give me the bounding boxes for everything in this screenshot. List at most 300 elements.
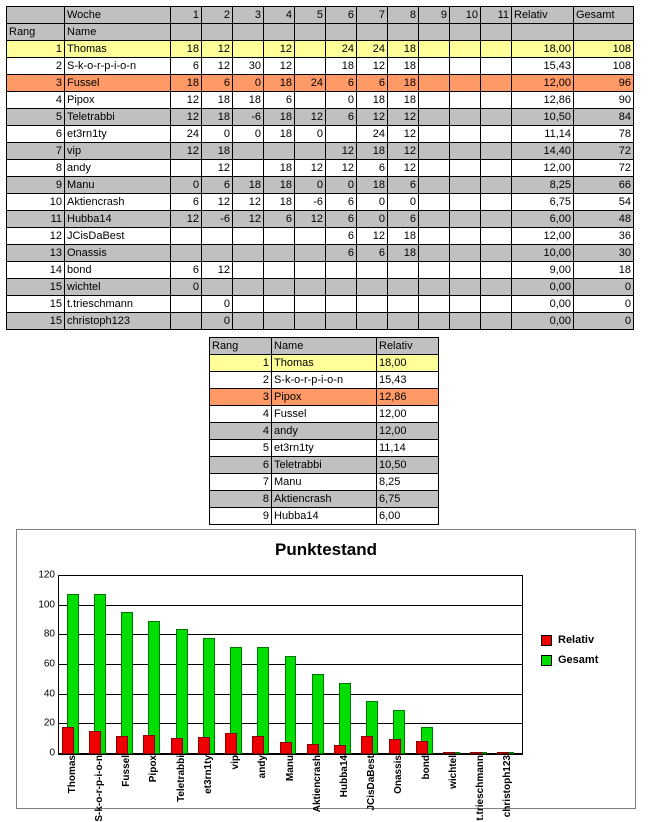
chart-x-tick-label: Manu: [284, 755, 296, 782]
table-cell: 4: [210, 423, 272, 440]
chart-bar-group: [386, 576, 413, 754]
table-cell: andy: [65, 160, 171, 177]
table-cell: 15: [7, 313, 65, 330]
table-row: [7, 41, 634, 58]
table-cell: 10: [7, 194, 65, 211]
table-cell: Thomas: [272, 355, 377, 372]
table-cell: 0: [326, 92, 357, 109]
table-cell: [481, 228, 512, 245]
table-cell: [419, 211, 450, 228]
table-cell: [171, 160, 202, 177]
column-header: Name: [65, 24, 171, 41]
table-cell: 7: [210, 474, 272, 491]
table-cell: 30: [574, 245, 634, 262]
table-cell: [481, 194, 512, 211]
table-cell: 18: [264, 177, 295, 194]
table-cell: 96: [574, 75, 634, 92]
column-header: 11: [481, 7, 512, 24]
table-cell: [450, 279, 481, 296]
table-cell: 9: [210, 508, 272, 525]
table-cell: [171, 296, 202, 313]
table-cell: 6,75: [377, 491, 439, 508]
column-header: [326, 24, 357, 41]
table-cell: et3rn1ty: [272, 440, 377, 457]
chart-bar-group: [59, 576, 86, 754]
table-row: [7, 126, 634, 143]
table-cell: 12: [202, 194, 233, 211]
column-header: Relativ: [512, 7, 574, 24]
chart-bar-group: [168, 576, 195, 754]
chart-bar-group: [359, 576, 386, 754]
column-header: Gesamt: [574, 7, 634, 24]
table-cell: 48: [574, 211, 634, 228]
table-cell: [419, 92, 450, 109]
table-cell: Thomas: [65, 41, 171, 58]
table-row: [7, 92, 634, 109]
table-cell: [419, 228, 450, 245]
table-cell: [295, 143, 326, 160]
table-cell: 1: [7, 41, 65, 58]
chart-x-tick-label: et3rn1ty: [202, 755, 214, 794]
table-cell: 6: [326, 194, 357, 211]
column-header: [574, 24, 634, 41]
table-cell: [450, 194, 481, 211]
chart-x-tick-label: Pipox: [148, 755, 160, 783]
table-cell: 10,50: [377, 457, 439, 474]
column-header: 9: [419, 7, 450, 24]
table-row: [7, 279, 634, 296]
table-cell: 4: [7, 92, 65, 109]
table-cell: 6: [264, 92, 295, 109]
table-cell: 12: [295, 160, 326, 177]
table-cell: 18: [574, 262, 634, 279]
table-cell: 90: [574, 92, 634, 109]
table-cell: [481, 143, 512, 160]
table-cell: 12: [357, 58, 388, 75]
table-cell: Aktiencrash: [65, 194, 171, 211]
column-header: Rang: [210, 338, 272, 355]
table-cell: 15: [7, 279, 65, 296]
chart-bar-gesamt: [312, 674, 324, 754]
table-cell: 11,14: [377, 440, 439, 457]
table-cell: 14,40: [512, 143, 574, 160]
chart-bar-relativ: [334, 745, 346, 754]
column-header: [7, 7, 65, 24]
table-cell: 0: [574, 296, 634, 313]
table-cell: 6: [388, 177, 419, 194]
chart-bar-relativ: [171, 738, 183, 754]
table-cell: Hubba14: [65, 211, 171, 228]
legend-swatch-gesamt: [541, 655, 552, 666]
table-cell: 12,00: [377, 423, 439, 440]
table-cell: [233, 160, 264, 177]
table-cell: 8: [210, 491, 272, 508]
table-cell: 54: [574, 194, 634, 211]
table-cell: [233, 262, 264, 279]
table-cell: 18: [388, 245, 419, 262]
table-row: [7, 245, 634, 262]
table-cell: [264, 296, 295, 313]
table-cell: 12,00: [512, 160, 574, 177]
table-cell: Manu: [65, 177, 171, 194]
table-cell: [481, 160, 512, 177]
chart-bar-gesamt: [121, 612, 133, 754]
table-cell: [481, 245, 512, 262]
table-cell: [481, 126, 512, 143]
chart-bar-relativ: [443, 752, 455, 754]
table-cell: 0: [171, 279, 202, 296]
column-header: [481, 24, 512, 41]
table-cell: 12: [7, 228, 65, 245]
table-cell: 78: [574, 126, 634, 143]
chart-y-tick-label: 40: [43, 688, 55, 700]
table-cell: [419, 262, 450, 279]
table-cell: [295, 58, 326, 75]
table-cell: [450, 313, 481, 330]
chart-bar-relativ: [497, 752, 509, 754]
table-cell: 8: [7, 160, 65, 177]
chart-bar-relativ: [143, 735, 155, 754]
table-cell: 0,00: [512, 313, 574, 330]
column-header: 7: [357, 7, 388, 24]
table-cell: 0: [295, 177, 326, 194]
table-cell: 0: [202, 313, 233, 330]
table-cell: 12,00: [377, 406, 439, 423]
table-cell: Teletrabbi: [65, 109, 171, 126]
chart-x-tick-label: Aktiencrash: [311, 755, 323, 813]
table-cell: 18: [388, 58, 419, 75]
table-cell: [419, 41, 450, 58]
table-cell: 72: [574, 160, 634, 177]
table-cell: 12: [202, 58, 233, 75]
chart-bar-group: [440, 576, 467, 754]
table-cell: 12: [171, 211, 202, 228]
table-cell: [264, 245, 295, 262]
table-cell: 6: [357, 160, 388, 177]
table-header-row: [7, 24, 634, 41]
table-cell: Aktiencrash: [272, 491, 377, 508]
table-cell: [419, 279, 450, 296]
table-cell: [388, 313, 419, 330]
chart-x-tick-label: vip: [230, 755, 242, 770]
table-cell: 18: [264, 75, 295, 92]
table-cell: 6: [171, 262, 202, 279]
table-cell: 0: [574, 279, 634, 296]
table-cell: 18: [171, 75, 202, 92]
table-cell: 0: [295, 126, 326, 143]
table-cell: [233, 245, 264, 262]
table-cell: 18: [233, 92, 264, 109]
table-cell: [202, 228, 233, 245]
chart-bar-gesamt: [94, 594, 106, 754]
table-cell: 12,86: [512, 92, 574, 109]
chart-bar-relativ: [470, 752, 482, 754]
chart-bar-relativ: [307, 744, 319, 754]
table-cell: [419, 245, 450, 262]
table-cell: 5: [210, 440, 272, 457]
table-row: [7, 211, 634, 228]
table-cell: 0: [202, 126, 233, 143]
legend-item-gesamt: [541, 654, 598, 666]
table-cell: -6: [233, 109, 264, 126]
table-cell: [450, 245, 481, 262]
table-cell: Teletrabbi: [272, 457, 377, 474]
table-cell: [481, 262, 512, 279]
column-header: 5: [295, 7, 326, 24]
table-cell: 15,43: [377, 372, 439, 389]
chart-x-tick-label: Teletrabbi: [175, 755, 187, 803]
column-header: 3: [233, 7, 264, 24]
table-cell: [419, 160, 450, 177]
table-cell: 12: [202, 160, 233, 177]
table-cell: 12: [171, 109, 202, 126]
table-cell: 12: [171, 143, 202, 160]
table-cell: [357, 313, 388, 330]
table-cell: 18: [388, 228, 419, 245]
table-cell: [202, 279, 233, 296]
table-cell: 6,75: [512, 194, 574, 211]
table-cell: 0: [326, 177, 357, 194]
chart-bar-relativ: [416, 741, 428, 754]
chart-y-tick-label: 80: [43, 628, 55, 640]
column-header: [233, 24, 264, 41]
table-cell: [481, 109, 512, 126]
table-cell: 0: [233, 75, 264, 92]
table-cell: [419, 313, 450, 330]
table-row: [7, 109, 634, 126]
table-cell: [481, 211, 512, 228]
column-header: [388, 24, 419, 41]
column-header: 1: [171, 7, 202, 24]
column-header: [171, 24, 202, 41]
table-cell: 24: [326, 41, 357, 58]
column-header: 2: [202, 7, 233, 24]
chart-x-tick-label: Fussel: [121, 755, 133, 787]
table-cell: 8,25: [377, 474, 439, 491]
chart-bar-group: [141, 576, 168, 754]
table-cell: [326, 126, 357, 143]
table-row: [7, 194, 634, 211]
legend-item-relativ: [541, 634, 598, 646]
table-cell: 0: [171, 177, 202, 194]
column-header: [264, 24, 295, 41]
column-header: Woche: [65, 7, 171, 24]
table-row: [7, 58, 634, 75]
table-cell: 2: [7, 58, 65, 75]
table-cell: 18: [388, 41, 419, 58]
table-cell: 11,14: [512, 126, 574, 143]
table-row: [7, 160, 634, 177]
table-cell: [419, 126, 450, 143]
table-cell: 6: [202, 177, 233, 194]
chart-bar-relativ: [361, 736, 373, 754]
table-cell: Manu: [272, 474, 377, 491]
table-cell: 6: [171, 194, 202, 211]
table-cell: 11: [7, 211, 65, 228]
table-cell: 12: [233, 194, 264, 211]
table-cell: [264, 143, 295, 160]
table-cell: Pipox: [272, 389, 377, 406]
table-cell: 66: [574, 177, 634, 194]
chart-bar-gesamt: [339, 683, 351, 754]
chart-bar-gesamt: [176, 629, 188, 754]
table-row: [210, 423, 439, 440]
chart-bar-group: [277, 576, 304, 754]
chart-y-tick-label: 0: [49, 747, 55, 759]
table-cell: 0: [357, 211, 388, 228]
column-header: [419, 24, 450, 41]
chart-x-tick-label: t.trieschmann: [475, 755, 487, 821]
table-cell: 0: [202, 296, 233, 313]
chart-bar-relativ: [252, 736, 264, 754]
table-cell: [295, 296, 326, 313]
table-cell: [419, 58, 450, 75]
table-cell: 24: [295, 75, 326, 92]
column-header: [512, 24, 574, 41]
table-cell: christoph123: [65, 313, 171, 330]
table-cell: 36: [574, 228, 634, 245]
table-cell: [233, 228, 264, 245]
table-cell: 12,00: [512, 75, 574, 92]
table-cell: 18: [357, 177, 388, 194]
table-cell: [233, 279, 264, 296]
table-cell: [450, 262, 481, 279]
table-cell: 24: [357, 126, 388, 143]
chart-x-tick-label: JCisDaBest: [366, 755, 378, 811]
table-cell: 1: [210, 355, 272, 372]
column-header: [450, 24, 481, 41]
column-header: 6: [326, 7, 357, 24]
table-cell: [295, 228, 326, 245]
table-cell: 6,00: [377, 508, 439, 525]
table-cell: [326, 279, 357, 296]
chart-bar-group: [195, 576, 222, 754]
table-cell: 12,00: [512, 228, 574, 245]
table-cell: 18,00: [512, 41, 574, 58]
table-cell: 18: [233, 177, 264, 194]
table-cell: [450, 296, 481, 313]
table-cell: [450, 41, 481, 58]
table-row: [210, 389, 439, 406]
table-cell: 4: [210, 406, 272, 423]
table-cell: Hubba14: [272, 508, 377, 525]
table-row: [210, 372, 439, 389]
chart-y-tick-label: 60: [43, 658, 55, 670]
table-cell: 6: [326, 75, 357, 92]
table-cell: 18: [202, 109, 233, 126]
table-cell: vip: [65, 143, 171, 160]
chart-x-tick-label: andy: [257, 755, 269, 779]
table-cell: 10,50: [512, 109, 574, 126]
table-cell: 6: [357, 245, 388, 262]
table-cell: et3rn1ty: [65, 126, 171, 143]
table-cell: 18: [264, 126, 295, 143]
table-cell: [357, 296, 388, 313]
chart-plot-area: [38, 569, 523, 759]
table-cell: 24: [357, 41, 388, 58]
table-cell: 3: [7, 75, 65, 92]
table-cell: [481, 177, 512, 194]
table-cell: 12: [202, 262, 233, 279]
table-cell: [264, 228, 295, 245]
table-cell: [264, 279, 295, 296]
table-cell: 18: [388, 75, 419, 92]
table-cell: 18,00: [377, 355, 439, 372]
table-row: [7, 177, 634, 194]
table-cell: 18: [388, 92, 419, 109]
table-cell: [481, 75, 512, 92]
column-header: Name: [272, 338, 377, 355]
table-cell: [450, 126, 481, 143]
chart-bar-relativ: [116, 736, 128, 754]
column-header: 4: [264, 7, 295, 24]
table-cell: 18: [264, 194, 295, 211]
table-cell: 3: [210, 389, 272, 406]
table-cell: 12: [388, 143, 419, 160]
table-cell: S-k-o-r-p-i-o-n: [272, 372, 377, 389]
table-cell: [450, 75, 481, 92]
chart-bar-group: [250, 576, 277, 754]
table-cell: [450, 177, 481, 194]
table-row: [210, 491, 439, 508]
table-cell: [450, 92, 481, 109]
table-cell: 9,00: [512, 262, 574, 279]
table-cell: 0,00: [512, 296, 574, 313]
table-cell: [450, 109, 481, 126]
table-cell: 12: [202, 41, 233, 58]
chart-x-tick-label: Onassis: [393, 755, 405, 794]
table-cell: [481, 41, 512, 58]
chart-bar-relativ: [225, 733, 237, 754]
table-cell: [171, 245, 202, 262]
chart-bar-relativ: [280, 742, 292, 754]
table-cell: [419, 296, 450, 313]
chart-bar-relativ: [62, 727, 74, 754]
table-cell: 24: [171, 126, 202, 143]
table-cell: 6: [202, 75, 233, 92]
table-cell: -6: [295, 194, 326, 211]
table-cell: [357, 279, 388, 296]
table-cell: [357, 262, 388, 279]
table-cell: Fussel: [65, 75, 171, 92]
table-header-row: [7, 7, 634, 24]
chart-y-tick-label: 120: [38, 569, 55, 581]
table-cell: [481, 92, 512, 109]
table-row: [210, 440, 439, 457]
chart-x-tick-label: bond: [420, 755, 432, 780]
chart-bar-group: [468, 576, 495, 754]
table-cell: 84: [574, 109, 634, 126]
table-cell: 18: [202, 143, 233, 160]
table-cell: t.trieschmann: [65, 296, 171, 313]
table-cell: Onassis: [65, 245, 171, 262]
chart-bar-gesamt: [285, 656, 297, 754]
table-cell: 18: [202, 92, 233, 109]
results-table: [6, 6, 634, 330]
table-cell: -6: [202, 211, 233, 228]
table-row: [7, 75, 634, 92]
column-header: 10: [450, 7, 481, 24]
table-cell: [233, 41, 264, 58]
table-cell: 9: [7, 177, 65, 194]
table-cell: 14: [7, 262, 65, 279]
table-cell: S-k-o-r-p-i-o-n: [65, 58, 171, 75]
table-cell: 7: [7, 143, 65, 160]
table-cell: 12,86: [377, 389, 439, 406]
table-cell: [295, 279, 326, 296]
chart-bar-group: [413, 576, 440, 754]
chart-legend: [541, 634, 598, 674]
